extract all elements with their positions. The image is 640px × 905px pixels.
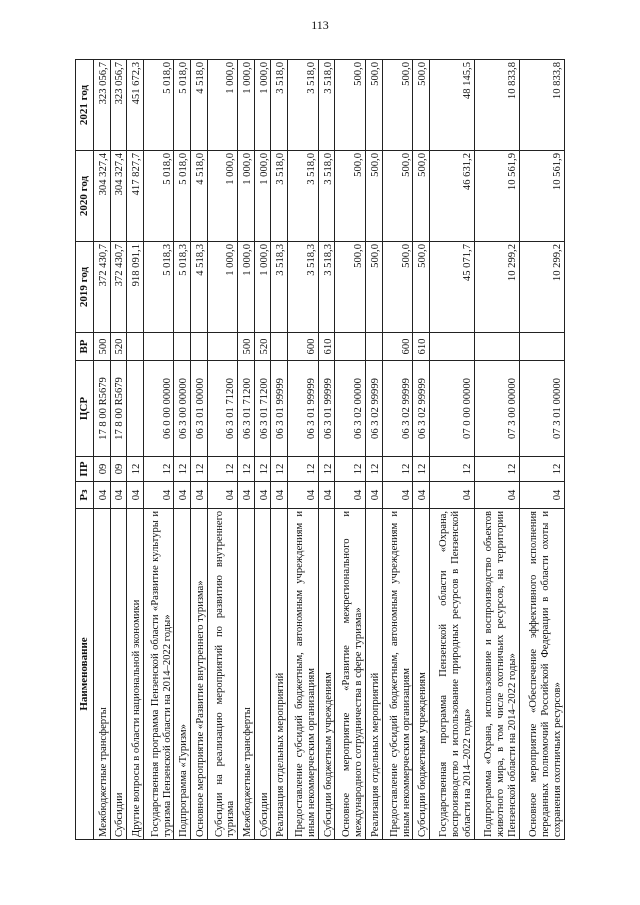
cell-2020: 5 018,0 bbox=[143, 151, 174, 242]
cell-rz: 04 bbox=[94, 482, 111, 509]
cell-2021: 4 518,0 bbox=[191, 60, 208, 151]
cell-name: Основное мероприятие «Обеспечение эффективного исполнения переданных полномочий Российской Федерации в области охоты и сохранения охотничьих ресурсов» bbox=[519, 509, 564, 840]
cell-vr bbox=[271, 333, 288, 361]
cell-pr: 12 bbox=[238, 457, 255, 482]
cell-vr: 610 bbox=[413, 333, 430, 361]
cell-2019: 10 299,2 bbox=[474, 242, 519, 333]
cell-csr: 06 3 00 00000 bbox=[174, 361, 191, 457]
cell-2020: 1 000,0 bbox=[207, 151, 238, 242]
page-number: 113 bbox=[311, 18, 329, 32]
cell-2020: 3 518,0 bbox=[318, 151, 335, 242]
cell-name: Другие вопросы в области национальной экономики bbox=[127, 509, 144, 840]
cell-2019: 1 000,0 bbox=[207, 242, 238, 333]
table-row bbox=[127, 60, 144, 840]
cell-name: Субсидии бюджетным учреждениям bbox=[413, 509, 430, 840]
cell-2020: 1 000,0 bbox=[254, 151, 271, 242]
cell-vr: 600 bbox=[288, 333, 319, 361]
table-row bbox=[318, 60, 335, 840]
cell-vr bbox=[519, 333, 564, 361]
table-row bbox=[174, 60, 191, 840]
budget-table-rotated bbox=[75, 60, 565, 840]
cell-2019: 372 430,7 bbox=[110, 242, 127, 333]
cell-csr: 07 3 00 00000 bbox=[474, 361, 519, 457]
table-row bbox=[238, 60, 255, 840]
cell-pr: 12 bbox=[413, 457, 430, 482]
table-row bbox=[366, 60, 383, 840]
cell-name: Предоставление субсидий бюджетным, автономным учреждениям и иным некоммерческим организациям bbox=[382, 509, 413, 840]
cell-2020: 500,0 bbox=[366, 151, 383, 242]
cell-vr: 520 bbox=[254, 333, 271, 361]
cell-name: Субсидии bbox=[110, 509, 127, 840]
cell-pr: 12 bbox=[191, 457, 208, 482]
cell-csr: 06 3 01 71200 bbox=[254, 361, 271, 457]
cell-pr: 12 bbox=[382, 457, 413, 482]
cell-name: Реализация отдельных мероприятий bbox=[271, 509, 288, 840]
cell-name: Государственная программа Пензенской области «Развитие культуры и туризма Пензенской области на 2014–2022 годы» bbox=[143, 509, 174, 840]
cell-2021: 500,0 bbox=[413, 60, 430, 151]
cell-rz: 04 bbox=[271, 482, 288, 509]
table-row bbox=[110, 60, 127, 840]
cell-csr: 06 3 01 99999 bbox=[288, 361, 319, 457]
table-row bbox=[519, 60, 564, 840]
cell-2021: 3 518,0 bbox=[271, 60, 288, 151]
cell-name: Межбюджетные трансферты bbox=[238, 509, 255, 840]
cell-2019: 918 091,1 bbox=[127, 242, 144, 333]
cell-name: Субсидии на реализацию мероприятий по развитию внутреннего туризма bbox=[207, 509, 238, 840]
cell-2020: 5 018,0 bbox=[174, 151, 191, 242]
header-csr: ЦСР bbox=[76, 361, 94, 457]
cell-csr: 06 3 02 00000 bbox=[335, 361, 366, 457]
cell-name: Подпрограмма «Туризм» bbox=[174, 509, 191, 840]
cell-2019: 372 430,7 bbox=[94, 242, 111, 333]
cell-csr: 06 0 00 00000 bbox=[143, 361, 174, 457]
cell-vr bbox=[191, 333, 208, 361]
cell-2019: 10 299,2 bbox=[519, 242, 564, 333]
cell-name: Предоставление субсидий бюджетным, автономным учреждениям и иным некоммерческим организациям bbox=[288, 509, 319, 840]
cell-rz: 04 bbox=[207, 482, 238, 509]
table-row bbox=[430, 60, 475, 840]
cell-2019: 1 000,0 bbox=[254, 242, 271, 333]
cell-pr: 09 bbox=[110, 457, 127, 482]
cell-2020: 500,0 bbox=[335, 151, 366, 242]
cell-csr: 17 8 00 R5679 bbox=[110, 361, 127, 457]
cell-rz: 04 bbox=[254, 482, 271, 509]
cell-2021: 10 833,8 bbox=[474, 60, 519, 151]
table-row bbox=[94, 60, 111, 840]
cell-vr: 500 bbox=[94, 333, 111, 361]
table-row bbox=[382, 60, 413, 840]
cell-2020: 46 631,2 bbox=[430, 151, 475, 242]
table-row bbox=[191, 60, 208, 840]
cell-pr: 12 bbox=[254, 457, 271, 482]
cell-vr: 520 bbox=[110, 333, 127, 361]
header-name: Наименование bbox=[76, 509, 94, 840]
cell-rz: 04 bbox=[238, 482, 255, 509]
cell-2021: 451 672,3 bbox=[127, 60, 144, 151]
cell-2019: 45 071,7 bbox=[430, 242, 475, 333]
cell-name: Основное мероприятие «Развитие внутреннего туризма» bbox=[191, 509, 208, 840]
cell-pr: 12 bbox=[174, 457, 191, 482]
cell-vr: 610 bbox=[318, 333, 335, 361]
cell-pr: 12 bbox=[366, 457, 383, 482]
cell-2020: 10 561,9 bbox=[474, 151, 519, 242]
cell-csr: 17 8 00 R5679 bbox=[94, 361, 111, 457]
cell-name: Межбюджетные трансферты bbox=[94, 509, 111, 840]
table-body bbox=[94, 60, 565, 840]
cell-rz: 04 bbox=[143, 482, 174, 509]
cell-csr: 06 3 02 99999 bbox=[366, 361, 383, 457]
cell-vr bbox=[430, 333, 475, 361]
cell-2020: 10 561,9 bbox=[519, 151, 564, 242]
cell-name: Реализация отдельных мероприятий bbox=[366, 509, 383, 840]
header-vr: ВР bbox=[76, 333, 94, 361]
cell-vr bbox=[207, 333, 238, 361]
cell-rz: 04 bbox=[174, 482, 191, 509]
cell-rz: 04 bbox=[127, 482, 144, 509]
cell-2020: 500,0 bbox=[382, 151, 413, 242]
cell-2020: 1 000,0 bbox=[238, 151, 255, 242]
header-2021: 2021 год bbox=[76, 60, 94, 151]
cell-csr: 07 0 00 00000 bbox=[430, 361, 475, 457]
cell-csr: 07 3 01 00000 bbox=[519, 361, 564, 457]
budget-table bbox=[75, 59, 565, 840]
cell-rz: 04 bbox=[474, 482, 519, 509]
cell-name: Субсидии бюджетным учреждениям bbox=[318, 509, 335, 840]
cell-2019: 500,0 bbox=[382, 242, 413, 333]
table-row bbox=[143, 60, 174, 840]
table-row bbox=[413, 60, 430, 840]
cell-rz: 04 bbox=[288, 482, 319, 509]
table-row bbox=[207, 60, 238, 840]
table-header-row bbox=[76, 60, 94, 840]
cell-pr: 12 bbox=[143, 457, 174, 482]
cell-csr bbox=[127, 361, 144, 457]
table-row bbox=[271, 60, 288, 840]
cell-pr: 12 bbox=[430, 457, 475, 482]
cell-rz: 04 bbox=[318, 482, 335, 509]
cell-csr: 06 3 02 99999 bbox=[413, 361, 430, 457]
cell-2019: 3 518,3 bbox=[318, 242, 335, 333]
cell-2021: 5 018,0 bbox=[174, 60, 191, 151]
cell-pr: 12 bbox=[474, 457, 519, 482]
cell-rz: 04 bbox=[430, 482, 475, 509]
cell-2019: 5 018,3 bbox=[143, 242, 174, 333]
cell-csr: 06 3 01 99999 bbox=[271, 361, 288, 457]
cell-2019: 500,0 bbox=[335, 242, 366, 333]
cell-rz: 04 bbox=[382, 482, 413, 509]
cell-pr: 12 bbox=[318, 457, 335, 482]
cell-rz: 04 bbox=[335, 482, 366, 509]
cell-2021: 500,0 bbox=[366, 60, 383, 151]
cell-2020: 304 327,4 bbox=[94, 151, 111, 242]
cell-rz: 04 bbox=[519, 482, 564, 509]
cell-pr: 12 bbox=[335, 457, 366, 482]
cell-2021: 1 000,0 bbox=[207, 60, 238, 151]
cell-2021: 1 000,0 bbox=[238, 60, 255, 151]
cell-2019: 500,0 bbox=[366, 242, 383, 333]
cell-2019: 3 518,3 bbox=[271, 242, 288, 333]
cell-rz: 04 bbox=[413, 482, 430, 509]
cell-csr: 06 3 01 71200 bbox=[207, 361, 238, 457]
table-row bbox=[474, 60, 519, 840]
cell-2021: 323 056,7 bbox=[94, 60, 111, 151]
header-pr: ПР bbox=[76, 457, 94, 482]
cell-csr: 06 3 02 99999 bbox=[382, 361, 413, 457]
cell-pr: 12 bbox=[271, 457, 288, 482]
cell-vr bbox=[335, 333, 366, 361]
cell-vr bbox=[366, 333, 383, 361]
table-row bbox=[254, 60, 271, 840]
cell-csr: 06 3 01 99999 bbox=[318, 361, 335, 457]
cell-pr: 12 bbox=[207, 457, 238, 482]
cell-rz: 04 bbox=[366, 482, 383, 509]
cell-pr: 12 bbox=[519, 457, 564, 482]
cell-2020: 304 327,4 bbox=[110, 151, 127, 242]
cell-2021: 5 018,0 bbox=[143, 60, 174, 151]
cell-2021: 500,0 bbox=[335, 60, 366, 151]
cell-2019: 4 518,3 bbox=[191, 242, 208, 333]
cell-pr: 12 bbox=[127, 457, 144, 482]
cell-vr bbox=[127, 333, 144, 361]
cell-2021: 500,0 bbox=[382, 60, 413, 151]
table-row bbox=[288, 60, 319, 840]
cell-2019: 1 000,0 bbox=[238, 242, 255, 333]
cell-2020: 417 827,7 bbox=[127, 151, 144, 242]
header-2019: 2019 год bbox=[76, 242, 94, 333]
cell-2021: 3 518,0 bbox=[288, 60, 319, 151]
cell-2021: 3 518,0 bbox=[318, 60, 335, 151]
cell-2020: 3 518,0 bbox=[288, 151, 319, 242]
cell-pr: 12 bbox=[288, 457, 319, 482]
cell-vr: 500 bbox=[238, 333, 255, 361]
cell-2020: 4 518,0 bbox=[191, 151, 208, 242]
cell-2020: 500,0 bbox=[413, 151, 430, 242]
cell-name: Основное мероприятие «Развитие межрегионального и международного сотрудничества в сфере туризма» bbox=[335, 509, 366, 840]
cell-2021: 48 145,5 bbox=[430, 60, 475, 151]
cell-csr: 06 3 01 71200 bbox=[238, 361, 255, 457]
cell-2021: 10 833,8 bbox=[519, 60, 564, 151]
cell-2019: 500,0 bbox=[413, 242, 430, 333]
cell-rz: 04 bbox=[110, 482, 127, 509]
cell-2019: 3 518,3 bbox=[288, 242, 319, 333]
cell-2020: 3 518,0 bbox=[271, 151, 288, 242]
cell-name: Субсидии bbox=[254, 509, 271, 840]
cell-2021: 323 056,7 bbox=[110, 60, 127, 151]
header-rz: Рз bbox=[76, 482, 94, 509]
cell-name: Государственная программа Пензенской области «Охрана, воспроизводство и использование природных ресурсов в Пензенской области на 2014–2022 годы» bbox=[430, 509, 475, 840]
cell-vr bbox=[474, 333, 519, 361]
header-2020: 2020 год bbox=[76, 151, 94, 242]
cell-pr: 09 bbox=[94, 457, 111, 482]
cell-name: Подпрограмма «Охрана, использование и воспроизводство объектов животного мира, в том числе охотничьих ресурсов, на территории Пензенской области на 2014–2022 годы» bbox=[474, 509, 519, 840]
cell-vr bbox=[174, 333, 191, 361]
cell-2019: 5 018,3 bbox=[174, 242, 191, 333]
table-row bbox=[335, 60, 366, 840]
cell-2021: 1 000,0 bbox=[254, 60, 271, 151]
cell-vr bbox=[143, 333, 174, 361]
cell-rz: 04 bbox=[191, 482, 208, 509]
cell-csr: 06 3 01 00000 bbox=[191, 361, 208, 457]
cell-vr: 600 bbox=[382, 333, 413, 361]
